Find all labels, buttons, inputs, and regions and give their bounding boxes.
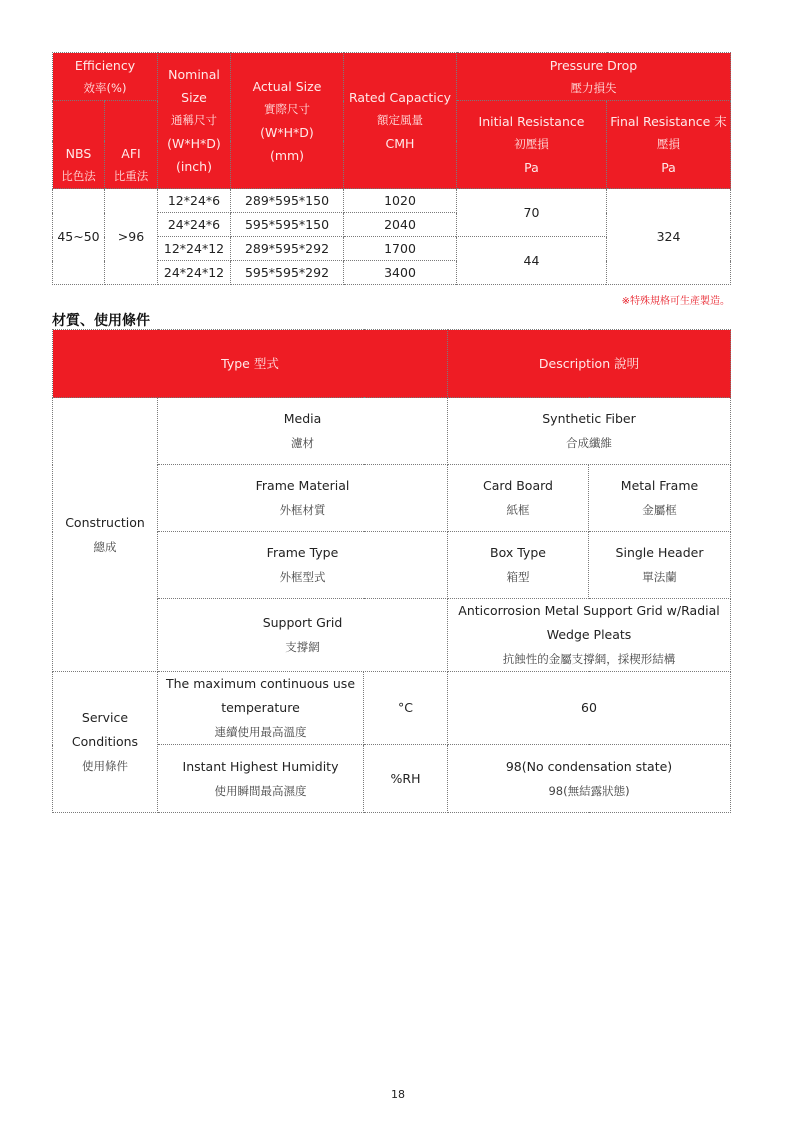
nbs-label: NBS	[65, 146, 92, 161]
initial-resistance-unit: Pa	[524, 160, 539, 175]
metal-frame-cell	[589, 465, 731, 532]
type-header: Type 型式	[53, 330, 448, 398]
construction-label: Construction	[65, 514, 145, 530]
actual-size-label: Actual Size	[252, 78, 322, 94]
nominal-size-dims: (W*H*D)	[167, 136, 221, 151]
initial-resistance-value: 44	[457, 237, 607, 285]
metal-frame-label: Metal Frame	[620, 478, 699, 493]
pressure-drop-label: Pressure Drop	[549, 57, 638, 73]
initial-resistance-value: 70	[457, 189, 607, 237]
initial-resistance-label: Initial Resistance	[478, 114, 585, 129]
final-resistance-label: Final Resistance 末	[610, 114, 727, 129]
max-temp-label: The maximum continuous use	[165, 676, 356, 691]
construction-cell	[53, 398, 158, 672]
card-board-cell	[448, 465, 589, 532]
service-conditions-label-zh: 使用條件	[82, 759, 128, 773]
frame-type-label-zh: 外框型式	[279, 570, 326, 584]
final-resistance-unit: Pa	[661, 160, 676, 175]
frame-material-label-zh: 外框材質	[279, 503, 326, 517]
box-type-label-zh: 箱型	[506, 570, 530, 584]
initial-resistance-label-zh: 初壓損	[514, 137, 549, 151]
support-grid-label-zh: 支撐網	[285, 640, 320, 654]
nbs-label-zh: 比色法	[61, 169, 96, 183]
actual-size-label-zh: 實際尺寸	[264, 101, 310, 116]
support-grid-desc-2: Wedge Pleats	[546, 627, 632, 642]
media-label: Media	[283, 411, 322, 426]
nominal-size-label-2: Size	[181, 90, 207, 105]
single-header-label: Single Header	[615, 545, 704, 560]
final-resistance-label-zh: 壓損	[657, 137, 680, 151]
nominal-size-unit: (inch)	[176, 159, 212, 174]
efficiency-label: Efficiency	[74, 57, 136, 73]
actual-cell: 595*595*292	[231, 261, 344, 285]
page-number: 18	[391, 1088, 405, 1101]
pressure-drop-header	[457, 53, 731, 101]
actual-size-dims: (W*H*D)	[260, 124, 314, 140]
final-resistance-header	[607, 101, 731, 189]
box-type-cell	[448, 532, 589, 599]
max-temp-label-2: temperature	[221, 700, 300, 715]
media-label-zh: 濾材	[291, 436, 314, 450]
humidity-cell	[158, 745, 364, 813]
humidity-label-zh: 使用瞬間最高濕度	[214, 783, 307, 798]
afi-value: >96	[105, 189, 158, 285]
max-temp-label-zh: 連續使用最高溫度	[214, 725, 307, 739]
afi-label: AFI	[121, 146, 141, 161]
section-title: 材質、使用條件	[52, 313, 150, 329]
actual-size-header	[231, 53, 344, 189]
construction-label-zh: 總成	[93, 539, 117, 554]
media-description	[448, 398, 731, 465]
material-conditions-table	[52, 329, 731, 813]
efficiency-label-zh: 效率(%)	[83, 80, 127, 95]
nominal-size-header	[158, 53, 231, 189]
card-board-label: Card Board	[483, 478, 553, 493]
rated-capacity-label-zh: 額定風量	[377, 113, 423, 127]
final-resistance-value: 324	[607, 189, 731, 285]
support-grid-desc: Anticorrosion Metal Support Grid w/Radial	[458, 603, 720, 618]
support-grid-description	[448, 599, 731, 672]
table-row	[53, 398, 731, 465]
service-conditions-label-2: Conditions	[71, 734, 139, 749]
support-grid-cell	[158, 599, 448, 672]
pressure-drop-label-zh: 壓力損失	[570, 80, 617, 95]
frame-material-cell	[158, 465, 448, 532]
single-header-cell	[589, 532, 731, 599]
rated-cell: 3400	[344, 261, 457, 285]
humidity-label: Instant Highest Humidity	[182, 758, 339, 774]
support-grid-label: Support Grid	[262, 615, 343, 630]
nominal-cell: 12*24*6	[158, 189, 231, 213]
rated-capacity-label: Rated Capacticy	[348, 90, 452, 105]
humidity-value: 98(No condensation state)	[505, 758, 673, 774]
box-type-label: Box Type	[490, 545, 546, 560]
nominal-size-label: Nominal	[168, 67, 220, 82]
frame-type-label: Frame Type	[266, 545, 339, 560]
afi-label-zh: 比重法	[113, 169, 149, 183]
rated-cell: 2040	[344, 213, 457, 237]
humidity-value-cell	[448, 745, 731, 813]
nominal-cell: 24*24*6	[158, 213, 231, 237]
frame-material-label: Frame Material	[255, 478, 350, 493]
rated-cell: 1700	[344, 237, 457, 261]
table-row	[53, 672, 731, 745]
single-header-label-zh: 單法蘭	[642, 570, 677, 584]
special-spec-note: ※特殊規格可生產製造。	[621, 296, 730, 307]
temp-unit: °C	[364, 672, 448, 745]
initial-resistance-header	[457, 101, 607, 189]
humidity-unit: %RH	[364, 745, 448, 813]
media-desc: Synthetic Fiber	[542, 411, 636, 426]
description-header: Description 說明	[448, 330, 731, 398]
nbs-header	[53, 101, 105, 189]
media-cell	[158, 398, 448, 465]
humidity-value-zh: 98(無結露狀態)	[548, 783, 630, 798]
max-temp-cell	[158, 672, 364, 745]
frame-type-cell	[158, 532, 448, 599]
media-desc-zh: 合成纖維	[566, 436, 612, 450]
nominal-cell: 12*24*12	[158, 237, 231, 261]
temp-value: 60	[448, 672, 731, 745]
service-conditions-label: Service	[81, 710, 129, 725]
rated-cell: 1020	[344, 189, 457, 213]
actual-cell: 289*595*150	[231, 189, 344, 213]
actual-size-unit: (mm)	[269, 147, 305, 163]
service-conditions-cell	[53, 672, 158, 813]
metal-frame-label-zh: 金屬框	[642, 503, 677, 517]
nbs-value: 45~50	[53, 189, 105, 285]
afi-header	[105, 101, 158, 189]
rated-capacity-header	[344, 53, 457, 189]
support-grid-desc-zh: 抗蝕性的金屬支撐網，採楔形結構	[502, 652, 676, 666]
specification-table	[52, 52, 731, 285]
nominal-size-label-zh: 通稱尺寸	[171, 113, 217, 127]
actual-cell: 595*595*150	[231, 213, 344, 237]
card-board-label-zh: 紙框	[506, 503, 530, 517]
efficiency-header	[53, 53, 158, 101]
table-row	[53, 189, 731, 213]
rated-capacity-unit: CMH	[385, 136, 415, 151]
actual-cell: 289*595*292	[231, 237, 344, 261]
nominal-cell: 24*24*12	[158, 261, 231, 285]
